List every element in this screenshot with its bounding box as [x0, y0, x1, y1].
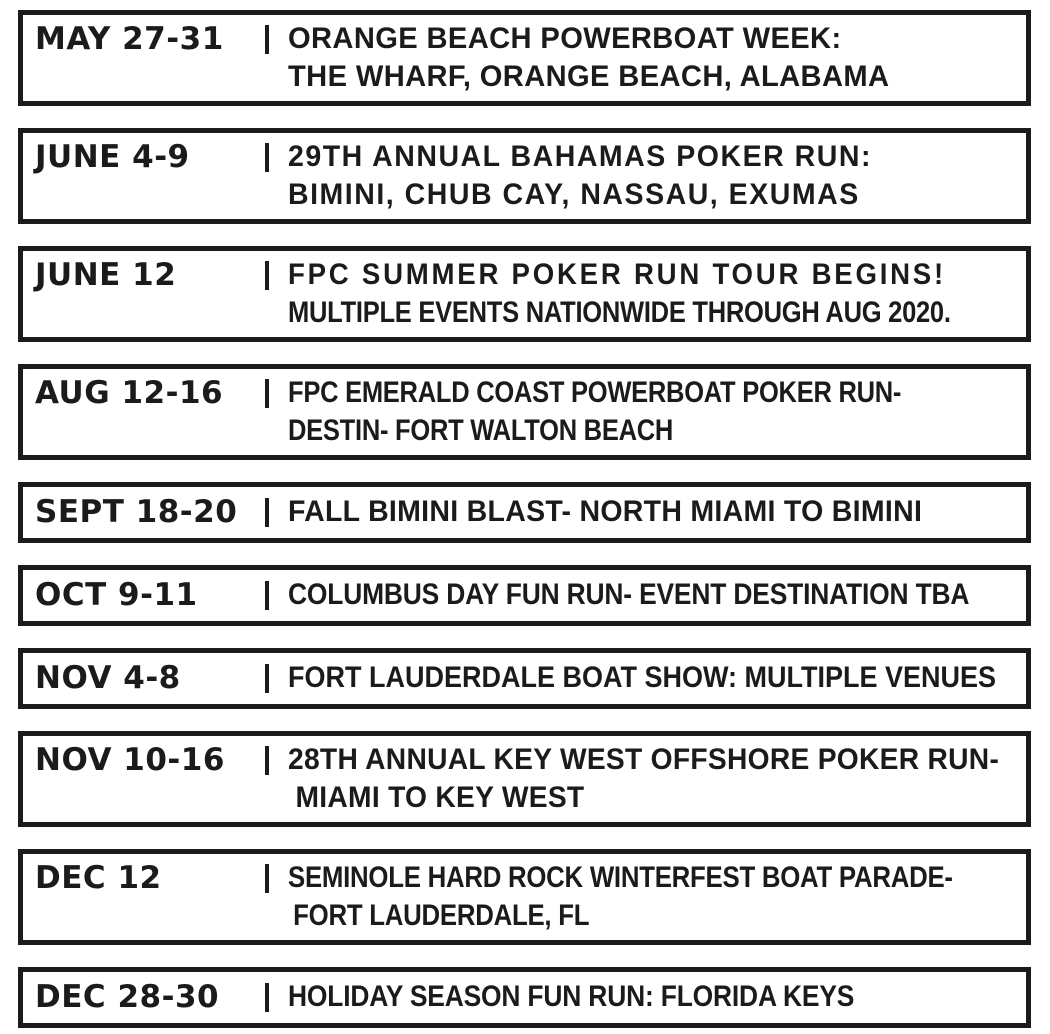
vertical-bar-icon: [265, 261, 269, 290]
event-description: [288, 741, 1045, 817]
event-description-line-1: SEMINOLE HARD ROCK WINTERFEST BOAT PARADE-: [288, 861, 953, 894]
vertical-bar-icon: [265, 25, 269, 54]
event-row: [18, 10, 1031, 106]
event-description: [288, 20, 908, 96]
event-description-line-2: MIAMI TO KEY WEST: [295, 781, 585, 814]
vertical-bar-icon: [265, 581, 269, 610]
event-description: [288, 493, 956, 531]
event-description: [288, 659, 1050, 697]
event-description: [288, 859, 1050, 935]
event-description-line-1: FORT LAUDERDALE BOAT SHOW: MULTIPLE VENUES: [288, 661, 996, 694]
vertical-bar-icon: [265, 143, 269, 172]
event-row: [18, 967, 1031, 1028]
event-description-line-1: FALL BIMINI BLAST- NORTH MIAMI TO BIMINI: [288, 495, 923, 528]
event-description-line-2: THE WHARF, ORANGE BEACH, ALABAMA: [288, 60, 890, 93]
event-description-line-1: COLUMBUS DAY FUN RUN- EVENT DESTINATION TBA: [288, 578, 970, 611]
event-date: NOV 4-8: [35, 660, 181, 696]
event-description: [288, 978, 931, 1016]
event-date: DEC 12: [35, 860, 162, 896]
event-description: [288, 138, 903, 214]
event-date: SEPT 18-20: [35, 494, 238, 530]
event-description-line-2: MULTIPLE EVENTS NATIONWIDE THROUGH AUG 2020.: [288, 296, 951, 329]
event-row: [18, 246, 1031, 342]
event-description-line-2: FORT LAUDERDALE, FL: [293, 899, 590, 932]
event-description-line-1: 29TH ANNUAL BAHAMAS POKER RUN:: [288, 140, 872, 173]
event-date: DEC 28-30: [35, 979, 220, 1015]
event-row: [18, 128, 1031, 224]
event-date: JUNE 4-9: [35, 139, 190, 175]
event-row: [18, 849, 1031, 945]
event-description-line-1: 28TH ANNUAL KEY WEST OFFSHORE POKER RUN-: [288, 743, 1000, 776]
vertical-bar-icon: [265, 983, 269, 1012]
vertical-bar-icon: [265, 498, 269, 527]
event-description-line-1: FPC EMERALD COAST POWERBOAT POKER RUN-: [288, 376, 902, 409]
event-description-line-2: DESTIN- FORT WALTON BEACH: [288, 414, 674, 447]
event-description-line-1: ORANGE BEACH POWERBOAT WEEK:: [288, 22, 842, 55]
event-description-line-2: BIMINI, CHUB CAY, NASSAU, EXUMAS: [288, 178, 860, 211]
event-description-line-1: FPC SUMMER POKER RUN TOUR BEGINS!: [288, 258, 946, 291]
event-date: NOV 10-16: [35, 742, 225, 778]
event-description: [288, 374, 1009, 450]
vertical-bar-icon: [265, 664, 269, 693]
vertical-bar-icon: [265, 864, 269, 893]
event-date: JUNE 12: [35, 257, 177, 293]
event-row: [18, 648, 1031, 709]
event-description: [288, 256, 1050, 332]
event-date: OCT 9-11: [35, 577, 198, 613]
event-row: [18, 731, 1031, 827]
vertical-bar-icon: [265, 379, 269, 408]
event-date: AUG 12-16: [35, 375, 224, 411]
event-row: [18, 482, 1031, 543]
event-date: MAY 27-31: [35, 21, 224, 57]
event-description: [288, 576, 1050, 614]
event-row: [18, 364, 1031, 460]
event-row: [18, 565, 1031, 626]
event-description-line-1: HOLIDAY SEASON FUN RUN: FLORIDA KEYS: [288, 980, 855, 1013]
vertical-bar-icon: [265, 746, 269, 775]
